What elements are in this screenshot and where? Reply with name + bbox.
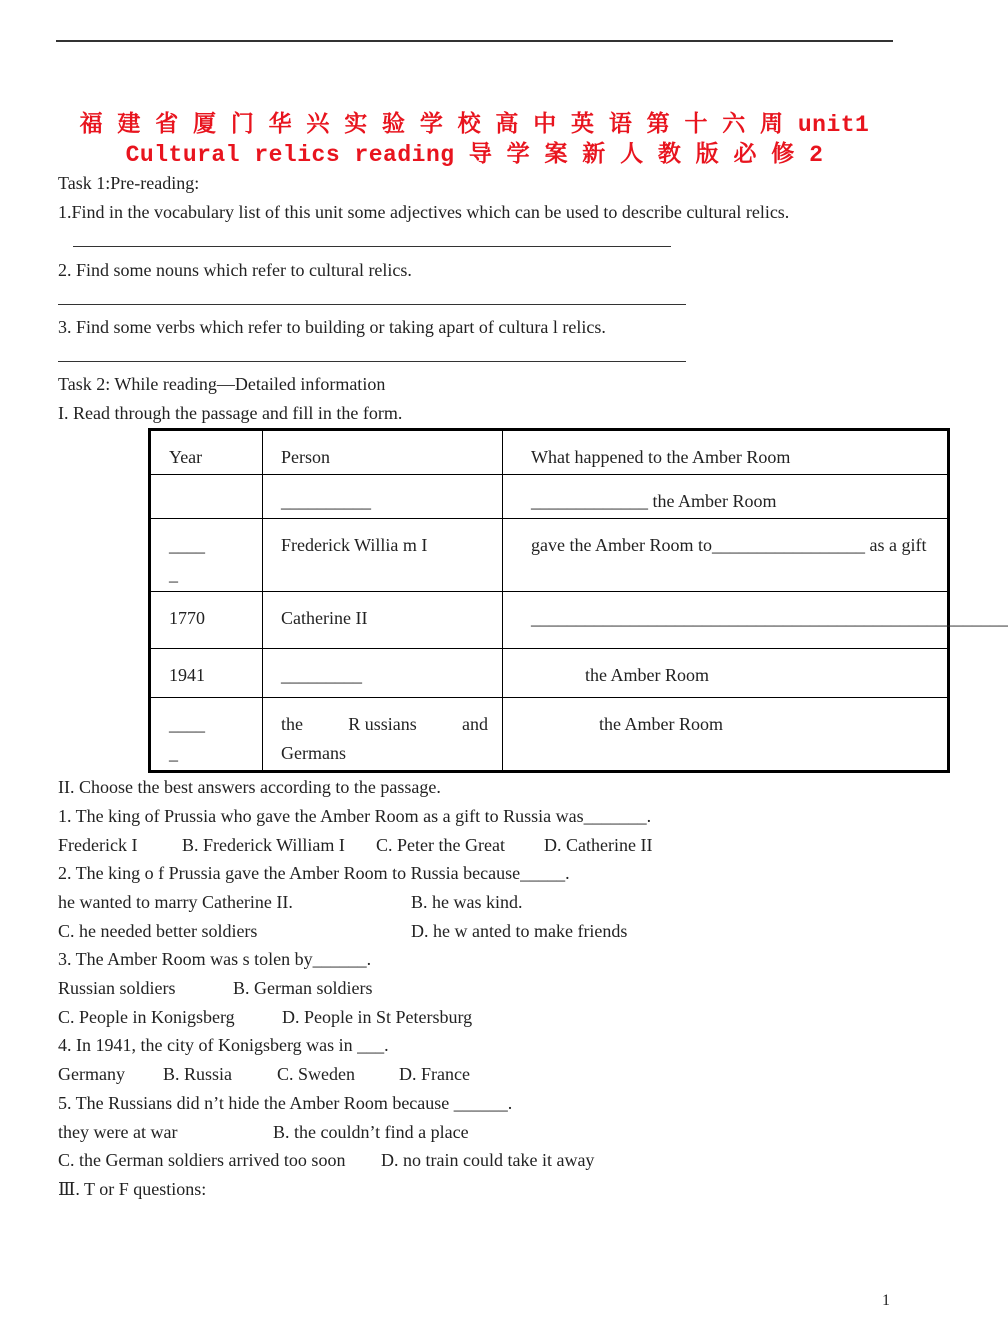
task1-question-2: 2. Find some nouns which refer to cultural relics. xyxy=(58,260,412,280)
q2-option-a[interactable]: he wanted to marry Catherine II. xyxy=(58,892,293,912)
table-header-row xyxy=(150,430,949,475)
cell-event[interactable]: _____________ the Amber Room xyxy=(503,475,949,519)
part3-heading: Ⅲ. T or F questions: xyxy=(58,1179,207,1199)
page-number: 1 xyxy=(882,1292,890,1309)
q1-option-c[interactable]: C. Peter the Great xyxy=(376,835,505,855)
task1-question-3: 3. Find some verbs which refer to building or taking apart of cultura l relics. xyxy=(58,317,606,337)
cell-event[interactable]: _____________________________________________________ xyxy=(503,592,949,649)
q5-option-b[interactable]: B. the couldn’t find a place xyxy=(273,1122,469,1142)
cell-year[interactable]: ____ _ xyxy=(150,698,263,772)
task2-part1-heading: I. Read through the passage and fill in the form. xyxy=(58,403,403,423)
person-word: and xyxy=(461,714,488,734)
cell-person: Catherine II xyxy=(263,592,503,649)
cell-event[interactable]: gave the Amber Room to_________________ as a gift xyxy=(503,519,949,592)
table-row xyxy=(150,698,949,772)
table-row xyxy=(150,475,949,519)
question-2: 2. The king o f Prussia gave the Amber Room to Russia because_____. xyxy=(58,863,570,883)
cell-year: 1770 xyxy=(150,592,263,649)
title-line-2: Cultural relics reading 导 学 案 新 人 教 版 必 修 2 xyxy=(125,142,824,168)
task1-question-1: 1.Find in the vocabulary list of this unit some adjectives which can be used to describe cultural relics. xyxy=(58,202,790,222)
question-3: 3. The Amber Room was s tolen by______. xyxy=(58,949,372,969)
q5-option-d[interactable]: D. no train could take it away xyxy=(381,1150,595,1170)
header-year: Year xyxy=(150,430,263,475)
cell-person: Frederick Willia m I xyxy=(263,519,503,592)
cell-year[interactable]: ____ _ xyxy=(150,519,263,592)
header-person: Person xyxy=(263,430,503,475)
cell-person xyxy=(263,698,503,772)
document-title xyxy=(56,110,893,170)
cell-event[interactable]: the Amber Room xyxy=(503,649,949,698)
amber-room-table xyxy=(148,428,1008,773)
task2-heading: Task 2: While reading—Detailed information xyxy=(58,374,386,394)
cell-year[interactable] xyxy=(150,475,263,519)
table-row xyxy=(150,519,949,592)
q4-option-b[interactable]: B. Russia xyxy=(163,1064,233,1084)
q1-option-b[interactable]: B. Frederick William I xyxy=(182,835,345,855)
cell-person[interactable]: __________ xyxy=(263,475,503,519)
q5-option-c[interactable]: C. the German soldiers arrived too soon xyxy=(58,1150,346,1170)
cell-person[interactable]: _________ xyxy=(263,649,503,698)
cell-event[interactable]: the Amber Room xyxy=(503,698,949,772)
person-word: R ussians xyxy=(348,714,417,734)
question-5: 5. The Russians did n’t hide the Amber Room because ______. xyxy=(58,1093,513,1113)
person-word: the xyxy=(281,714,303,734)
q2-option-b[interactable]: B. he was kind. xyxy=(411,892,523,912)
table-row xyxy=(150,592,949,649)
q3-option-b[interactable]: B. German soldiers xyxy=(233,978,373,998)
task1-heading: Task 1:Pre-reading: xyxy=(58,173,200,193)
q2-option-c[interactable]: C. he needed better soldiers xyxy=(58,921,258,941)
answer-line-3[interactable] xyxy=(58,361,686,362)
q4-option-c[interactable]: C. Sweden xyxy=(277,1064,355,1084)
cell-year: 1941 xyxy=(150,649,263,698)
q3-option-c[interactable]: C. People in Konigsberg xyxy=(58,1007,235,1027)
title-line-1: 福 建 省 厦 门 华 兴 实 验 学 校 高 中 英 语 第 十 六 周 unit1 xyxy=(79,112,870,138)
question-1: 1. The king of Prussia who gave the Amber Room as a gift to Russia was_______. xyxy=(58,806,652,826)
q3-option-a[interactable]: Russian soldiers xyxy=(58,978,176,998)
q3-option-d[interactable]: D. People in St Petersburg xyxy=(282,1007,473,1027)
header-event: What happened to the Amber Room xyxy=(503,430,949,475)
q4-option-d[interactable]: D. France xyxy=(399,1064,470,1084)
answer-line-1[interactable] xyxy=(73,246,671,247)
header-rule xyxy=(56,40,893,42)
question-4: 4. In 1941, the city of Konigsberg was in ___. xyxy=(58,1035,389,1055)
part2-heading: II. Choose the best answers according to the passage. xyxy=(58,777,441,797)
q2-option-d[interactable]: D. he w anted to make friends xyxy=(411,921,628,941)
table-row xyxy=(150,649,949,698)
answer-line-2[interactable] xyxy=(58,304,686,305)
person-line-2: Germans xyxy=(281,743,346,763)
q1-option-a[interactable]: Frederick I xyxy=(58,835,138,855)
q4-option-a[interactable]: Germany xyxy=(58,1064,125,1084)
q1-option-d[interactable]: D. Catherine II xyxy=(544,835,653,855)
q5-option-a[interactable]: they were at war xyxy=(58,1122,178,1142)
